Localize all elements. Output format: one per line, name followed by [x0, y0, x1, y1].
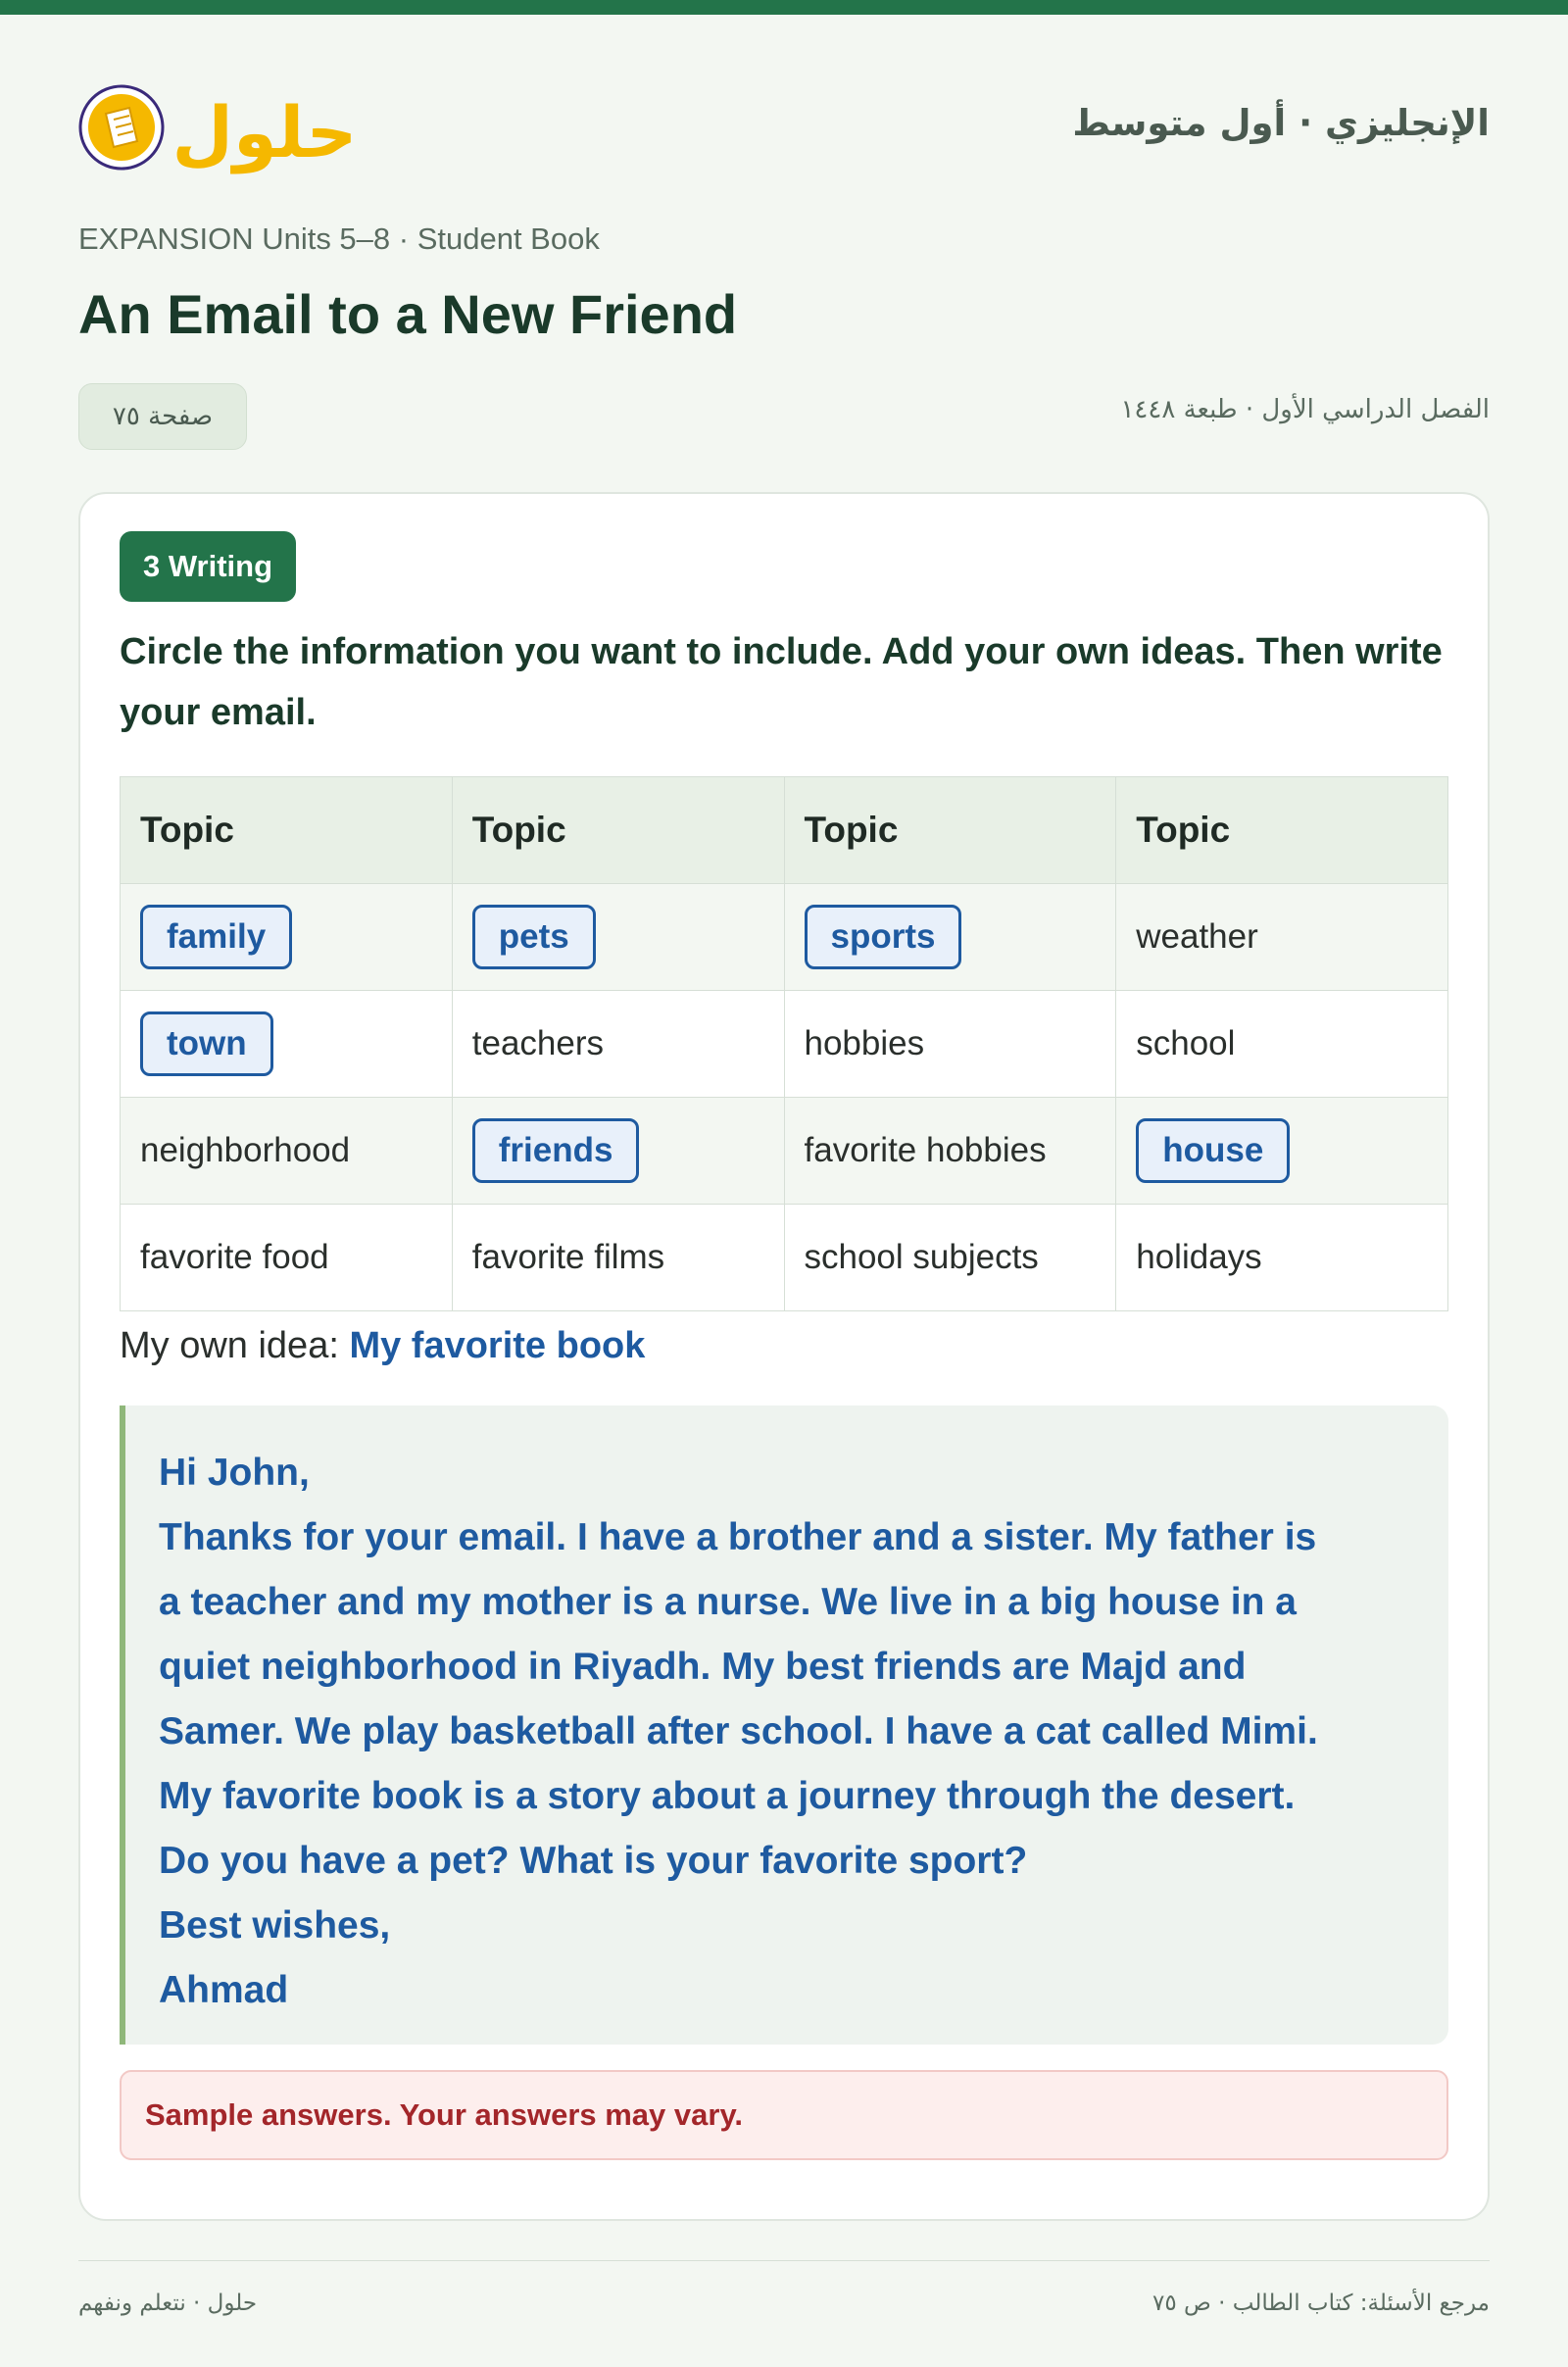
email-line: quiet neighborhood in Riyadh. My best friends are Majd and — [159, 1646, 1247, 1688]
email-line: Best wishes, — [159, 1904, 391, 1947]
email-line: Thanks for your email. I have a brother and a sister. My father is — [159, 1516, 1317, 1558]
svg-text:حلول: حلول — [172, 91, 358, 173]
column-header: Topic — [452, 777, 784, 884]
table-row — [121, 1098, 1448, 1205]
circled-topic: town — [140, 1011, 273, 1076]
footer-tagline: حلول · نتعلم ونفهم — [78, 2291, 258, 2316]
footer-reference: مرجع الأسئلة: كتاب الطالب · ص ٧٥ — [1152, 2291, 1490, 2316]
table-cell — [784, 1205, 1116, 1311]
table-cell — [784, 884, 1116, 991]
table-cell — [121, 884, 453, 991]
table-cell — [1116, 991, 1448, 1098]
table-cell — [1116, 884, 1448, 991]
table-row — [121, 991, 1448, 1098]
own-idea-label: My own idea: — [120, 1325, 339, 1366]
exercise-card — [78, 492, 1490, 2221]
column-header: Topic — [121, 777, 453, 884]
email-line: Hi John, — [159, 1452, 310, 1494]
page-title: An Email to a New Friend — [78, 283, 738, 345]
table-cell — [1116, 1205, 1448, 1311]
circled-topic: friends — [472, 1118, 640, 1183]
table-cell — [121, 991, 453, 1098]
footer-divider — [78, 2260, 1490, 2261]
table-cell — [452, 991, 784, 1098]
hulul-logo — [78, 67, 372, 184]
table-cell — [121, 1098, 453, 1205]
unit-label: EXPANSION Units 5–8 · Student Book — [78, 222, 600, 256]
topic-option: favorite films — [471, 1238, 665, 1276]
page-header — [78, 67, 1490, 184]
table-cell — [784, 1098, 1116, 1205]
own-idea-line — [120, 1325, 645, 1367]
term-edition-label: الفصل الدراسي الأول · طبعة ١٤٤٨ — [1120, 395, 1490, 424]
topic-option: school — [1136, 1024, 1236, 1062]
table-cell — [452, 1205, 784, 1311]
topic-option: holidays — [1136, 1238, 1262, 1276]
circled-topic: pets — [472, 905, 596, 969]
email-line: Do you have a pet? What is your favorite sport? — [159, 1840, 1028, 1882]
topics-table-body — [121, 884, 1448, 1311]
email-line: Ahmad — [159, 1969, 289, 2011]
table-cell — [784, 991, 1116, 1098]
email-line: a teacher and my mother is a nurse. We live in a big house in a — [159, 1581, 1297, 1623]
topic-option: favorite hobbies — [804, 1131, 1047, 1169]
topic-option: hobbies — [804, 1024, 925, 1062]
sample-answers-note: Sample answers. Your answers may vary. — [120, 2070, 1448, 2160]
table-row — [121, 884, 1448, 991]
table-cell — [452, 1098, 784, 1205]
circled-topic: house — [1136, 1118, 1290, 1183]
topic-option: neighborhood — [140, 1131, 351, 1169]
table-cell — [121, 1205, 453, 1311]
topic-option: weather — [1136, 917, 1258, 956]
exercise-badge: 3 Writing — [120, 531, 296, 602]
table-row — [121, 1205, 1448, 1311]
exercise-instructions: Circle the information you want to include. Add your own ideas. Then write your email. — [120, 631, 1443, 733]
column-header: Topic — [784, 777, 1116, 884]
top-accent-bar — [0, 0, 1568, 15]
subject-title: الإنجليزي · أول متوسط — [1072, 102, 1490, 144]
topic-option: school subjects — [804, 1238, 1039, 1276]
own-idea-answer: My favorite book — [349, 1325, 646, 1366]
table-cell — [1116, 1098, 1448, 1205]
email-answer-box — [120, 1405, 1448, 2045]
topics-table — [120, 776, 1448, 1311]
email-line: My favorite book is a story about a journey through the desert. — [159, 1775, 1296, 1817]
table-cell — [452, 884, 784, 991]
circled-topic: sports — [805, 905, 962, 969]
topic-option: teachers — [471, 1024, 604, 1062]
column-header: Topic — [1116, 777, 1448, 884]
email-line: Samer. We play basketball after school. I have a cat called Mimi. — [159, 1710, 1318, 1752]
circled-topic: family — [140, 905, 292, 969]
page-number-badge: صفحة ٧٥ — [78, 383, 247, 450]
table-header-row — [121, 777, 1448, 884]
topic-option: favorite food — [140, 1238, 329, 1276]
